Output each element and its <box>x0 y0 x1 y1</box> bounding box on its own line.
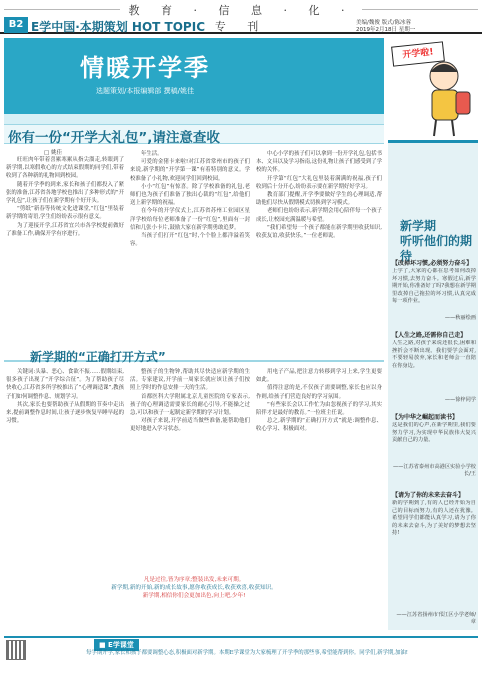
quote-text: 人生之路,对孩子来说还很长,困难和挫折会不断出现。我们要学会面对,不要轻易放弃,家长和老师会一直陪在你身边。 <box>392 340 476 369</box>
paragraph: 为了迎接开学,江苏省宜兴市各学校提前做好了准备工作,确保开学有序进行。 <box>6 222 124 237</box>
quote-author: ——徐梓同学 <box>444 397 476 403</box>
quote-author: ——江苏省泰州市高港区实验小学校长/王 <box>392 464 476 477</box>
page-number: B2 <box>4 17 28 33</box>
paragraph: 当孩子们打开“红包”时,个个脸上都洋溢着笑容。 <box>130 233 250 248</box>
section1-column-2 <box>130 150 250 340</box>
section1-column-1 <box>6 156 124 340</box>
paragraph: 旺旺肉年带着喜累寒累从指尖溜走,转眼到了新学期,以寒假收心的方式结束假期的同学们,带着收到了各种新的礼物回到校园。 <box>6 157 124 180</box>
paragraph: 小小“红包”有惊喜。除了学校准备的礼包,老师们也为孩子们准备了独出心裁的“红包”,给他们送上新学期的祝福。 <box>130 183 250 207</box>
paragraph: 首都医科大学附属北京儿童医院的专家表示,孩子的心理调适需要家长的耐心引导,不能操之过急,可以和孩子一起制定新学期的学习计划。 <box>130 393 250 417</box>
paragraph: 开学第“红包”大礼包里装着满满的祝福,孩子们收到后十分开心,纷纷表示要在新学期好好学习。 <box>256 175 382 190</box>
section2-column-3 <box>256 368 382 572</box>
section2-column-2 <box>130 368 250 572</box>
paragraph: 整孩子的生物钟,帮助其尽快适应新学期的生活。专家建议,开学前一周家长就应该让孩子们按照上学时的作息安排一天的生活。 <box>130 369 250 392</box>
paragraph: 年生活。 <box>141 151 163 157</box>
paragraph: 随着开学季的到来,家长和孩子们都投入了紧张的准备,江苏省各地学校也推出了多种形式的“开学礼包”,让孩子们在新学期有个好开头。 <box>6 181 124 205</box>
quote-heading: 【改掉坏习惯,必须努力奋斗】 <box>392 260 473 267</box>
paragraph: “我们希望每一个孩子都能在新学期里收获知识,收获友谊,收获快乐。”一位老师说。 <box>256 224 382 240</box>
quote-text: 新的学期到了,有的人已经开始为自己的目标而努力,有的人还在犹豫。希望同学们都能认真学习,请为了你的未来去奋斗,为了美好的梦想去坚持! <box>392 500 476 537</box>
sign-board: 开学啦! <box>391 41 445 66</box>
masthead-banner: 教 育 · 信 息 · 化 · 专 刊 <box>120 2 362 34</box>
quote-heading: 【为中华之崛起而读书】 <box>392 414 459 421</box>
paragraph: 可爱的金猪卡来啦!对江苏省常州市的孩子们来说,新学期的“开学第一课”有着特别的意义。学校准备了小礼物,欢迎同学们回到校园。 <box>130 159 250 182</box>
paragraph: 在今年的开学仪式上,江苏省苏州工业园区星洋学校给每位老师准备了一份“红包”,里面有一封信和几张小卡片,鼓励大家在新学期勇敢追梦。 <box>130 208 250 231</box>
slogan-line: 新学期,新的开始,新的成长故事,愿你收获成长,收获欢喜,收获知识。 <box>111 585 277 591</box>
sidebar-title-line: 听听他们的期待 <box>400 234 473 263</box>
page-bar <box>0 17 482 34</box>
section1-byline: □ 姚佳 <box>44 150 62 156</box>
section2-column-1 <box>6 368 124 572</box>
quote-text: 这是我们的心声,在新学期里,我们要努力学习,为实现中华民族伟大复兴贡献自己的力量。 <box>392 422 476 444</box>
quote-heading: 【请为了你的未来去奋斗】 <box>392 492 465 499</box>
quote-text: 上学了,大家的心都在思考如何改掉坏习惯,去努力奋斗。寒假过后,新学期开始,你准备好了吗?我想在新学期里改掉自己拖拉的坏习惯,认真完成每一项作业。 <box>392 268 476 305</box>
paragraph: 教育部门提醒,开学季要做好学生的心理调适,帮助他们尽快从假期模式切换到学习模式。 <box>256 192 382 207</box>
qr-code-icon <box>6 640 26 660</box>
page-title: E学中国·本期策划 HOT TOPIC <box>31 20 205 34</box>
slogan-line: 凡是过往,皆为序章;整装出发,未来可期。 <box>143 577 245 583</box>
slogan-box <box>4 574 384 616</box>
hero-banner <box>4 38 384 124</box>
paragraph: 老师们也纷纷表示,新学期会用心陪伴每一个孩子成长,让校园充满温暖与希望。 <box>256 208 382 223</box>
paragraph: 用电子产品,把注意力转移到学习上来,学生更要如此。 <box>256 369 382 384</box>
quote-author: ——江苏省扬州市邗江区小学老师/章 <box>396 612 476 625</box>
paragraph: 中心小学的孩子们可以拿到一份开学礼包,包括书本、文具以及学习指南,这份礼物让孩子们感受到了学校的关怀。 <box>256 151 382 174</box>
sidebar-title-line: 新学期 <box>400 219 437 233</box>
hero-decoration <box>4 114 384 124</box>
paragraph: “有些家长会以工作忙为由忽视孩子的学习,其实陪伴才是最好的教育。”一位班主任说。 <box>256 401 382 417</box>
section2-heading: 新学期的“正确打开方式” <box>30 350 166 364</box>
editor-credit: 美编/魏俊 版式/陈冰蓉 <box>356 20 411 26</box>
footer-box <box>4 636 478 684</box>
footer-title: ■ E学课堂 <box>94 639 139 651</box>
paragraph: 关键词:头暴、恶心、食欲不振……假期结束,很多孩子出现了“开学综合征”。为了帮助孩子尽快收心,江苏省多所学校推出了“心理调适课”,教孩子们如何调整作息、规划学习。 <box>6 369 124 400</box>
slogan-line: 新学期,相信你们会更加出色,向上吧,少年! <box>142 593 246 599</box>
issue-date: 2019年2月18日 星期一 <box>356 27 416 33</box>
paragraph: 值得注意的是,不仅孩子需要调整,家长也应以身作则,给孩子们营造良好的学习氛围。 <box>256 385 382 400</box>
section1-column-3 <box>256 150 382 340</box>
hero-subtitle: 选题策划/本报编辑部 撰稿/姚佳 <box>96 87 194 95</box>
masthead <box>0 0 482 34</box>
paragraph: 总之,新学期的“正确打开方式”就是:调整作息、收心学习、积极面对。 <box>256 418 382 433</box>
quote-author: ——秋丽绘画 <box>444 315 476 321</box>
footer-text: 每学期开学,家长和孩子都要调整心态,积极面对新学期。本期E学课堂为大家梳理了开学季的那些事,希望能帮到你。同学们,新学期,加油! <box>86 650 408 656</box>
paragraph: 其次,家长也要帮助孩子从假期的节奏中走出来,提前调整作息时间,让孩子逐步恢复早睡早起的习惯。 <box>6 401 124 425</box>
quote-heading: 【人生之路,还需你自己走】 <box>392 332 467 339</box>
section1-heading: 你有一份“开学大礼包”,请注意查收 <box>8 130 220 146</box>
paragraph: “剪纸”新春等传统文化进课堂,“红包”里装着新学期的寄语,学生们纷纷表示很有意义。 <box>6 206 124 221</box>
paragraph: 对孩子来说,开学前适当做些准备,能帮助他们更好地进入学习状态。 <box>130 418 250 433</box>
hero-title: 情暖开学季 <box>80 54 210 82</box>
